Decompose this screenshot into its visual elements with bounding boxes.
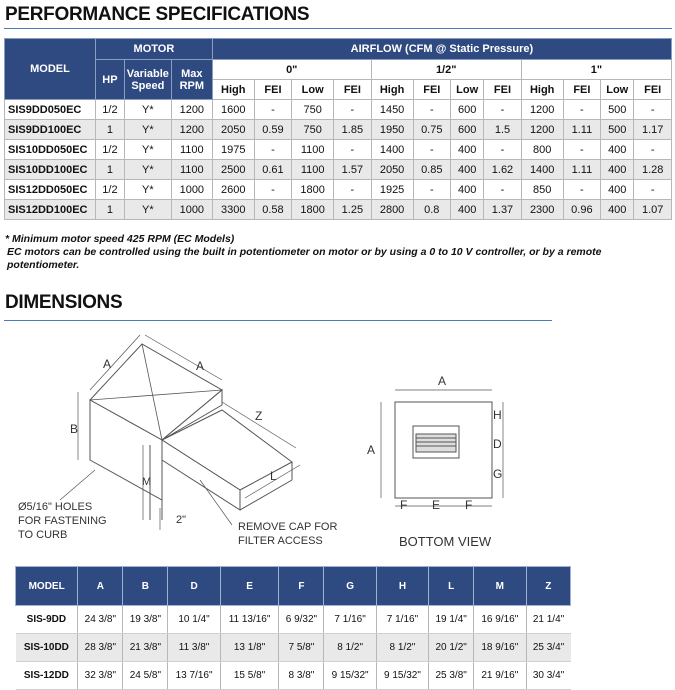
data-cell: 1450 <box>371 100 413 120</box>
bottom-view-drawing <box>355 366 525 556</box>
data-cell: 1100 <box>171 160 212 180</box>
bottom-label-g: G <box>493 467 503 481</box>
model-cell: SIS9DD100EC <box>5 120 96 140</box>
label-holes-3: TO CURB <box>18 529 68 541</box>
bottom-label-d: D <box>493 437 502 451</box>
dimension-cell: 8 1/2" <box>376 634 428 662</box>
dimension-cell: 21 9/16" <box>474 662 526 690</box>
dimension-cell: 19 1/4" <box>429 606 474 634</box>
data-cell: 500 <box>601 100 634 120</box>
data-cell: 0.75 <box>413 120 451 140</box>
dimension-cell: 8 3/8" <box>279 662 324 690</box>
table-row <box>5 100 672 120</box>
data-cell: Y* <box>124 120 171 140</box>
data-cell: Y* <box>124 100 171 120</box>
data-cell: 400 <box>451 180 484 200</box>
data-cell: - <box>484 100 522 120</box>
dimension-header: D <box>168 567 220 606</box>
data-cell: 800 <box>521 140 563 160</box>
data-cell: - <box>334 140 372 160</box>
data-cell: 2050 <box>371 160 413 180</box>
dimension-header: L <box>429 567 474 606</box>
pressure-0-header: 0" <box>212 60 371 80</box>
dimension-header: MODEL <box>16 567 78 606</box>
airflow-subheader: FEI <box>334 80 372 100</box>
bottom-label-e: E <box>432 498 441 512</box>
data-cell: 1/2 <box>96 100 125 120</box>
model-cell: SIS12DD100EC <box>5 200 96 220</box>
max-rpm-header: Max RPM <box>171 60 212 100</box>
data-cell: - <box>563 140 601 160</box>
data-cell: 2500 <box>212 160 254 180</box>
data-cell: 1200 <box>521 100 563 120</box>
isometric-drawing <box>0 330 340 555</box>
airflow-subheader: Low <box>451 80 484 100</box>
model-cell: SIS10DD100EC <box>5 160 96 180</box>
model-header: MODEL <box>5 39 96 100</box>
data-cell: 400 <box>451 160 484 180</box>
data-cell: 1800 <box>292 180 334 200</box>
data-cell: 0.85 <box>413 160 451 180</box>
dimension-header: G <box>324 567 376 606</box>
data-cell: Y* <box>124 160 171 180</box>
data-cell: 400 <box>601 140 634 160</box>
label-cap-2: FILTER ACCESS <box>238 535 323 547</box>
data-cell: 400 <box>451 140 484 160</box>
data-cell: 1200 <box>171 120 212 140</box>
data-cell: 400 <box>601 160 634 180</box>
label-l: L <box>270 469 277 483</box>
data-cell: 0.59 <box>254 120 292 140</box>
airflow-subheader: FEI <box>254 80 292 100</box>
data-cell: 2800 <box>371 200 413 220</box>
table-row <box>5 140 672 160</box>
table-row <box>5 160 672 180</box>
data-cell: 1 <box>96 200 125 220</box>
bottom-label-a-side: A <box>367 443 376 457</box>
data-cell: 400 <box>451 200 484 220</box>
data-cell: 400 <box>601 180 634 200</box>
variable-speed-header: Variable Speed <box>124 60 171 100</box>
model-cell: SIS10DD050EC <box>5 140 96 160</box>
dimension-cell: 16 9/16" <box>474 606 526 634</box>
dimension-header: F <box>279 567 324 606</box>
dimension-cell: 9 15/32" <box>324 662 376 690</box>
data-cell: 1 <box>96 120 125 140</box>
data-cell: - <box>413 180 451 200</box>
data-cell: - <box>254 100 292 120</box>
airflow-subheader: Low <box>292 80 334 100</box>
data-cell: 1975 <box>212 140 254 160</box>
dimension-cell: 24 5/8" <box>123 662 168 690</box>
data-cell: - <box>484 140 522 160</box>
data-cell: 850 <box>521 180 563 200</box>
hp-header: HP <box>96 60 125 100</box>
data-cell: 0.8 <box>413 200 451 220</box>
data-cell: 750 <box>292 100 334 120</box>
note-min-speed: * Minimum motor speed 425 RPM (EC Models) <box>5 233 235 245</box>
airflow-subheader: FEI <box>484 80 522 100</box>
motor-group-header: MOTOR <box>96 39 213 60</box>
data-cell: 2600 <box>212 180 254 200</box>
table-row <box>16 634 571 662</box>
data-cell: 1600 <box>212 100 254 120</box>
bottom-label-f-left: F <box>400 498 408 512</box>
data-cell: 1200 <box>171 100 212 120</box>
data-cell: 1000 <box>171 180 212 200</box>
dimension-cell: 25 3/4" <box>526 634 570 662</box>
table-row <box>5 200 672 220</box>
dimension-header: E <box>220 567 279 606</box>
pressure-half-header: 1/2" <box>371 60 521 80</box>
airflow-subheader: High <box>521 80 563 100</box>
label-a1: A <box>103 357 112 371</box>
data-cell: 1.11 <box>563 160 601 180</box>
data-cell: 2300 <box>521 200 563 220</box>
data-cell: 1.11 <box>563 120 601 140</box>
label-a2: A <box>196 359 205 373</box>
data-cell: 1/2 <box>96 180 125 200</box>
data-cell: 1950 <box>371 120 413 140</box>
data-cell: - <box>254 140 292 160</box>
dimension-cell: 18 9/16" <box>474 634 526 662</box>
data-cell: 1000 <box>171 200 212 220</box>
performance-table <box>4 38 672 220</box>
data-cell: 0.58 <box>254 200 292 220</box>
data-cell: - <box>413 100 451 120</box>
data-cell: 1.25 <box>334 200 372 220</box>
bottom-label-h: H <box>493 408 502 422</box>
dimension-cell: 8 1/2" <box>324 634 376 662</box>
note-ec-control: EC motors can be controlled using the built in potentiometer on motor or by using a 0 to 10 V controller, or by a remote potentiometer. <box>7 246 602 271</box>
data-cell: 1200 <box>521 120 563 140</box>
title-rule <box>4 28 672 29</box>
airflow-group-header: AIRFLOW (CFM @ Static Pressure) <box>212 39 671 60</box>
dimensions-title: DIMENSIONS <box>5 292 123 313</box>
airflow-subheader: High <box>212 80 254 100</box>
dimension-cell: 24 3/8" <box>78 606 123 634</box>
data-cell: 3300 <box>212 200 254 220</box>
airflow-subheader: FEI <box>563 80 601 100</box>
data-cell: 1100 <box>292 160 334 180</box>
data-cell: 1.85 <box>334 120 372 140</box>
dimension-cell: 10 1/4" <box>168 606 220 634</box>
dimension-header: A <box>78 567 123 606</box>
dimensions-rule <box>4 320 552 321</box>
bottom-label-a-top: A <box>438 374 447 388</box>
model-cell: SIS-10DD <box>16 634 78 662</box>
label-holes-1: Ø5/16" HOLES <box>18 501 93 513</box>
data-cell: Y* <box>124 140 171 160</box>
data-cell: 1.57 <box>334 160 372 180</box>
dimension-cell: 11 13/16" <box>220 606 279 634</box>
data-cell: 600 <box>451 100 484 120</box>
dimension-cell: 13 7/16" <box>168 662 220 690</box>
dimension-cell: 7 5/8" <box>279 634 324 662</box>
data-cell: 1 <box>96 160 125 180</box>
data-cell: - <box>334 180 372 200</box>
data-cell: 1/2 <box>96 140 125 160</box>
label-m: M <box>142 476 152 488</box>
dimension-header: B <box>123 567 168 606</box>
data-cell: 1.37 <box>484 200 522 220</box>
performance-title: PERFORMANCE SPECIFICATIONS <box>5 4 310 25</box>
airflow-subheader: FEI <box>413 80 451 100</box>
data-cell: - <box>634 100 672 120</box>
dimension-cell: 6 9/32" <box>279 606 324 634</box>
data-cell: - <box>254 180 292 200</box>
dimension-cell: 7 1/16" <box>324 606 376 634</box>
model-cell: SIS12DD050EC <box>5 180 96 200</box>
label-2in: 2" <box>176 514 187 526</box>
bottom-label-f-right: F <box>465 498 473 512</box>
table-row <box>5 180 672 200</box>
dimension-cell: 13 1/8" <box>220 634 279 662</box>
notes <box>5 233 675 272</box>
data-cell: - <box>634 180 672 200</box>
airflow-subheader: FEI <box>634 80 672 100</box>
data-cell: 2050 <box>212 120 254 140</box>
dimension-cell: 20 1/2" <box>429 634 474 662</box>
data-cell: 400 <box>601 200 634 220</box>
data-cell: Y* <box>124 180 171 200</box>
data-cell: 1.28 <box>634 160 672 180</box>
data-cell: - <box>413 140 451 160</box>
label-holes-2: FOR FASTENING <box>18 515 107 527</box>
bottom-view-label: BOTTOM VIEW <box>399 534 492 549</box>
dimension-cell: 32 3/8" <box>78 662 123 690</box>
dimension-cell: 9 15/32" <box>376 662 428 690</box>
table-row <box>5 120 672 140</box>
data-cell: 600 <box>451 120 484 140</box>
data-cell: 1400 <box>521 160 563 180</box>
data-cell: 0.96 <box>563 200 601 220</box>
dimensions-table <box>15 566 571 690</box>
dimension-header: M <box>474 567 526 606</box>
label-b: B <box>70 422 79 436</box>
dimension-cell: 28 3/8" <box>78 634 123 662</box>
data-cell: Y* <box>124 200 171 220</box>
model-cell: SIS9DD050EC <box>5 100 96 120</box>
data-cell: 1.5 <box>484 120 522 140</box>
data-cell: 1.62 <box>484 160 522 180</box>
data-cell: - <box>634 140 672 160</box>
data-cell: 1400 <box>371 140 413 160</box>
table-row <box>16 606 571 634</box>
table-row <box>16 662 571 690</box>
dimension-header: H <box>376 567 428 606</box>
data-cell: 1100 <box>171 140 212 160</box>
dimension-cell: 25 3/8" <box>429 662 474 690</box>
dimension-cell: 11 3/8" <box>168 634 220 662</box>
data-cell: 500 <box>601 120 634 140</box>
data-cell: - <box>563 180 601 200</box>
data-cell: 1925 <box>371 180 413 200</box>
data-cell: 0.61 <box>254 160 292 180</box>
dimension-cell: 30 3/4" <box>526 662 570 690</box>
model-cell: SIS-9DD <box>16 606 78 634</box>
data-cell: - <box>563 100 601 120</box>
data-cell: 1.07 <box>634 200 672 220</box>
dimension-cell: 21 3/8" <box>123 634 168 662</box>
data-cell: 1100 <box>292 140 334 160</box>
pressure-1-header: 1" <box>521 60 671 80</box>
airflow-subheader: High <box>371 80 413 100</box>
data-cell: - <box>484 180 522 200</box>
dimension-header: Z <box>526 567 570 606</box>
data-cell: 1.17 <box>634 120 672 140</box>
dimension-cell: 7 1/16" <box>376 606 428 634</box>
label-z: Z <box>255 409 263 423</box>
data-cell: - <box>334 100 372 120</box>
dimension-cell: 19 3/8" <box>123 606 168 634</box>
label-cap-1: REMOVE CAP FOR <box>238 521 338 533</box>
airflow-subheader: Low <box>601 80 634 100</box>
data-cell: 1800 <box>292 200 334 220</box>
dimension-cell: 21 1/4" <box>526 606 570 634</box>
data-cell: 750 <box>292 120 334 140</box>
model-cell: SIS-12DD <box>16 662 78 690</box>
dimension-cell: 15 5/8" <box>220 662 279 690</box>
